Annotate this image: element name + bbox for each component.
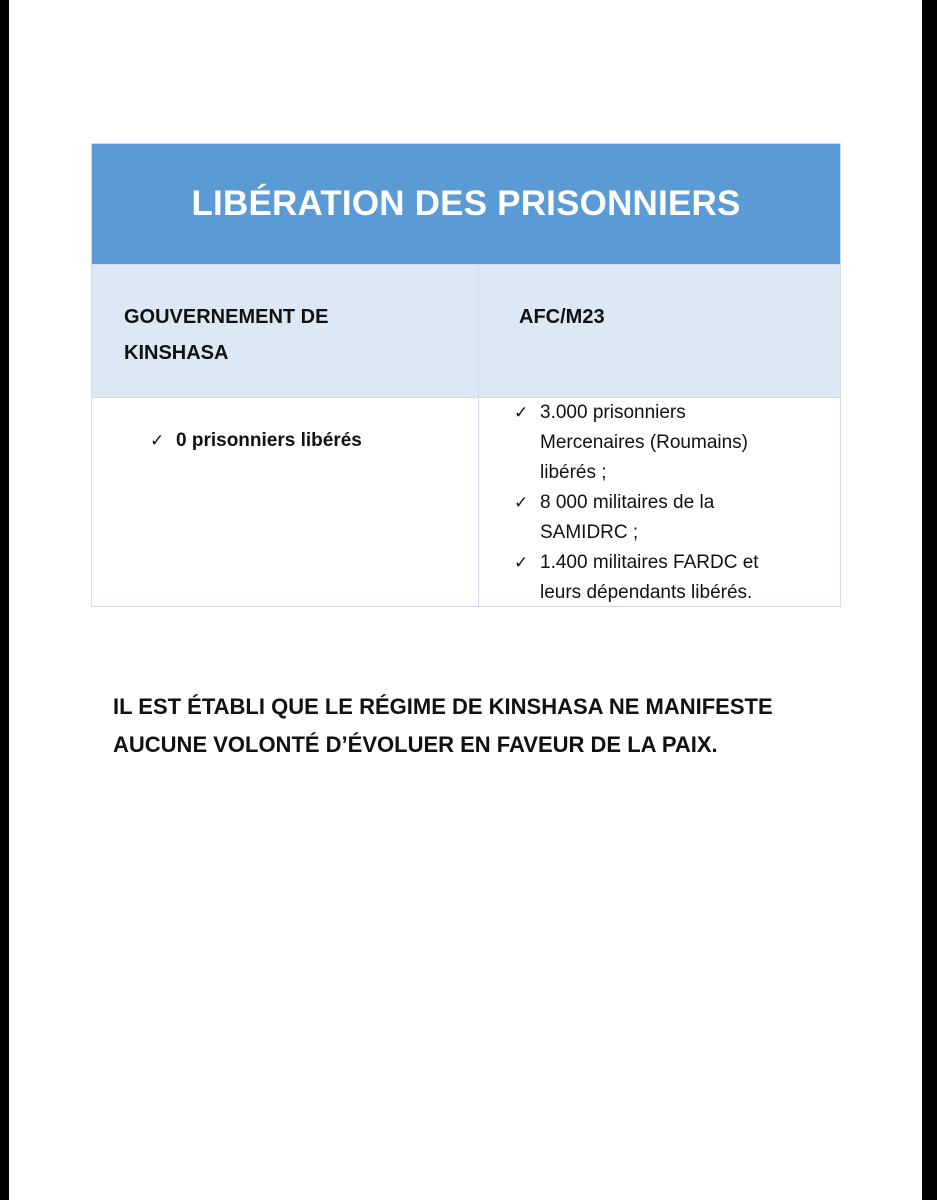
list-item-line: SAMIDRC ; (540, 522, 639, 543)
document-page (9, 0, 922, 1200)
list-item-line: leurs dépendants libérés. (540, 582, 753, 603)
list-item (514, 488, 840, 548)
list-item (514, 548, 840, 608)
table-title: LIBÉRATION DES PRISONNIERS (191, 184, 741, 223)
list-item-line: 1.400 militaires FARDC et (540, 552, 759, 573)
list-item-text (540, 548, 759, 608)
table-header-row (92, 265, 840, 398)
list-item-line: 8 000 militaires de la (540, 492, 715, 513)
checkmark-icon: ✓ (514, 403, 529, 423)
table-body-row (92, 398, 840, 606)
header-right-label: AFC/M23 (519, 306, 605, 328)
list-item-text: 0 prisonniers libérés (176, 430, 362, 451)
list-item-line: Mercenaires (Roumains) (540, 432, 749, 453)
list-item-text (540, 488, 714, 548)
list-item (150, 426, 478, 456)
conclusion-line2: AUCUNE VOLONTÉ D’ÉVOLUER EN FAVEUR DE LA PAIX. (113, 732, 718, 757)
list-item (514, 398, 840, 488)
kinshasa-releases-cell (92, 398, 479, 606)
header-left-line2: KINSHASA (124, 342, 229, 364)
list-item-line: libérés ; (540, 462, 607, 483)
list-item-text (540, 398, 748, 488)
header-left-line1: GOUVERNEMENT DE (124, 306, 329, 328)
list-item-line: 3.000 prisonniers (540, 402, 686, 423)
checkmark-icon: ✓ (150, 431, 165, 451)
table-title-row (92, 144, 840, 265)
checkmark-icon: ✓ (514, 493, 529, 513)
header-kinshasa-government (92, 265, 479, 397)
prisoner-release-table (91, 143, 841, 607)
afc-m23-releases-cell (479, 398, 840, 606)
checkmark-icon: ✓ (514, 553, 529, 573)
header-afc-m23 (479, 265, 840, 397)
conclusion-line1: IL EST ÉTABLI QUE LE RÉGIME DE KINSHASA NE MANIFESTE (113, 694, 773, 719)
conclusion-statement (113, 688, 873, 764)
